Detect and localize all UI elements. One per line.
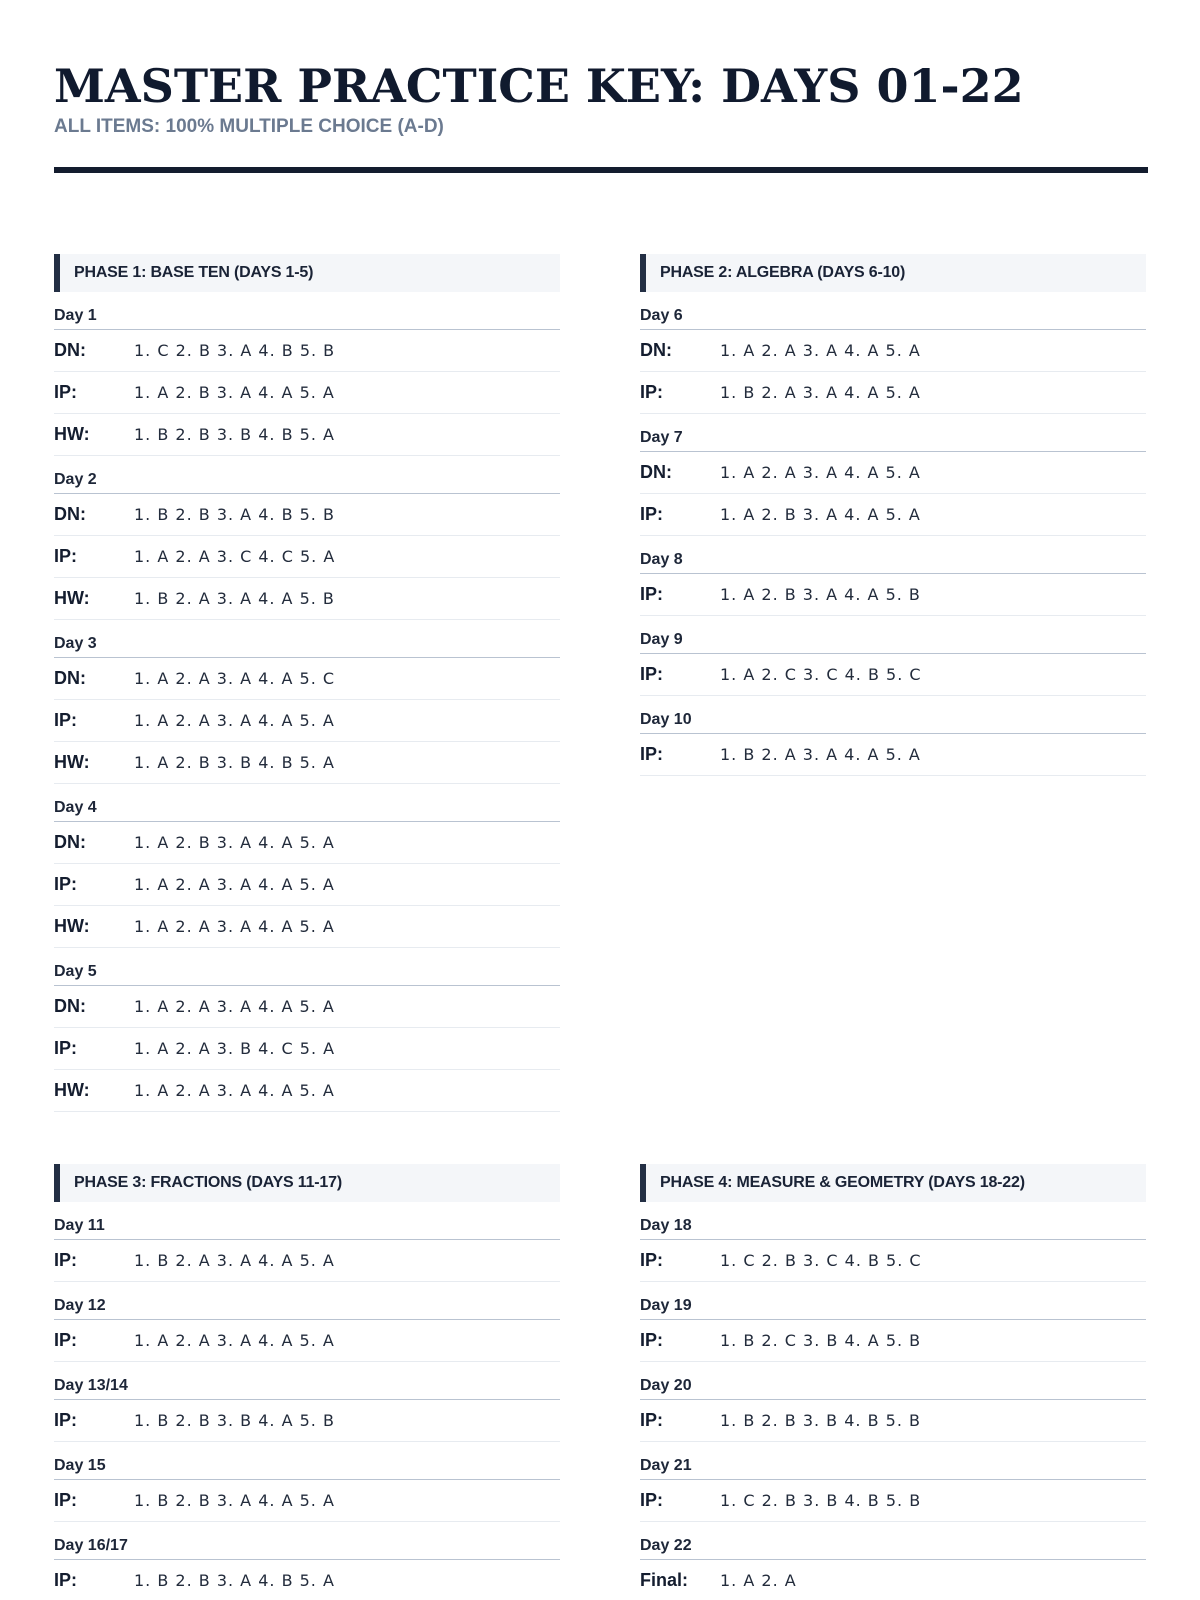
- answer-row: [54, 906, 560, 948]
- day-label: Day 18: [640, 1202, 1146, 1240]
- row-answers: 1. C 2. B 3. B 4. B 5. B: [720, 1491, 922, 1510]
- row-type: IP:: [54, 382, 78, 402]
- day-block: [640, 1522, 1146, 1600]
- day-block: [54, 1282, 560, 1362]
- day-block: [54, 292, 560, 456]
- day-label: Day 3: [54, 620, 560, 658]
- row-answers: 1. A 2. B 3. A 4. A 5. A: [134, 833, 335, 852]
- phase-title: PHASE 2: ALGEBRA (DAYS 6-10): [640, 254, 1146, 292]
- row-type: IP:: [54, 874, 78, 894]
- page-subtitle: ALL ITEMS: 100% MULTIPLE CHOICE (A-D): [54, 116, 444, 137]
- answer-row: [54, 494, 560, 536]
- row-type: Final:: [640, 1570, 688, 1590]
- row-answers: 1. A 2. A 3. B 4. C 5. A: [134, 1039, 336, 1058]
- row-type: IP:: [54, 1570, 78, 1590]
- answer-row: [640, 1400, 1146, 1442]
- answer-row: [640, 1240, 1146, 1282]
- phase-title: PHASE 1: BASE TEN (DAYS 1-5): [54, 254, 560, 292]
- day-label: Day 8: [640, 536, 1146, 574]
- day-block: [640, 696, 1146, 776]
- day-label: Day 2: [54, 456, 560, 494]
- day-block: [640, 1282, 1146, 1362]
- row-answers: 1. B 2. A 3. A 4. A 5. B: [134, 589, 335, 608]
- answer-row: [640, 574, 1146, 616]
- day-label: Day 9: [640, 616, 1146, 654]
- answer-row: [54, 1070, 560, 1112]
- day-label: Day 11: [54, 1202, 560, 1240]
- row-type: DN:: [54, 996, 86, 1016]
- answer-row: [54, 742, 560, 784]
- answer-row: [54, 1400, 560, 1442]
- row-answers: 1. A 2. A 3. A 4. A 5. C: [134, 669, 336, 688]
- row-type: IP:: [54, 1490, 78, 1510]
- row-answers: 1. B 2. B 3. A 4. B 5. A: [134, 1571, 335, 1590]
- answer-row: [54, 864, 560, 906]
- day-block: [54, 620, 560, 784]
- row-answers: 1. A 2. C 3. C 4. B 5. C: [720, 665, 922, 684]
- answer-row: [640, 372, 1146, 414]
- phase-title: PHASE 3: FRACTIONS (DAYS 11-17): [54, 1164, 560, 1202]
- day-block: [640, 414, 1146, 536]
- answer-row: [640, 1560, 1146, 1600]
- row-answers: 1. B 2. B 3. A 4. A 5. A: [134, 1491, 335, 1510]
- answer-row: [640, 1320, 1146, 1362]
- answer-row: [54, 700, 560, 742]
- answer-row: [54, 372, 560, 414]
- row-answers: 1. B 2. A 3. A 4. A 5. A: [134, 1251, 335, 1270]
- answer-row: [54, 1560, 560, 1600]
- row-type: IP:: [640, 584, 664, 604]
- row-answers: 1. A 2. A 3. A 4. A 5. A: [134, 1081, 335, 1100]
- answer-row: [640, 494, 1146, 536]
- day-label: Day 16/17: [54, 1522, 560, 1560]
- row-type: IP:: [54, 546, 78, 566]
- day-label: Day 6: [640, 292, 1146, 330]
- day-block: [640, 1442, 1146, 1522]
- header-divider: [54, 167, 1148, 173]
- row-type: IP:: [640, 744, 664, 764]
- answer-row: [54, 1240, 560, 1282]
- day-block: [54, 784, 560, 948]
- row-type: DN:: [640, 462, 672, 482]
- answer-row: [54, 330, 560, 372]
- row-type: DN:: [640, 340, 672, 360]
- row-type: HW:: [54, 1080, 90, 1100]
- row-type: IP:: [54, 710, 78, 730]
- row-type: IP:: [640, 1410, 664, 1430]
- day-block: [54, 1522, 560, 1600]
- answer-row: [54, 1480, 560, 1522]
- row-answers: 1. A 2. A 3. A 4. A 5. A: [720, 463, 921, 482]
- day-label: Day 22: [640, 1522, 1146, 1560]
- phase-title: PHASE 4: MEASURE & GEOMETRY (DAYS 18-22): [640, 1164, 1146, 1202]
- answer-row: [54, 1028, 560, 1070]
- day-block: [54, 1362, 560, 1442]
- row-type: HW:: [54, 916, 90, 936]
- answer-row: [54, 986, 560, 1028]
- day-block: [54, 456, 560, 620]
- row-answers: 1. B 2. A 3. A 4. A 5. A: [720, 745, 921, 764]
- day-label: Day 1: [54, 292, 560, 330]
- row-type: DN:: [54, 668, 86, 688]
- day-label: Day 7: [640, 414, 1146, 452]
- row-type: DN:: [54, 832, 86, 852]
- phase-section-2: [640, 254, 1146, 776]
- row-type: IP:: [640, 382, 664, 402]
- day-block: [640, 1362, 1146, 1442]
- day-block: [640, 292, 1146, 414]
- row-answers: 1. A 2. A 3. A 4. A 5. A: [134, 997, 335, 1016]
- day-label: Day 19: [640, 1282, 1146, 1320]
- row-type: IP:: [640, 504, 664, 524]
- row-answers: 1. A 2. B 3. B 4. B 5. A: [134, 753, 335, 772]
- row-answers: 1. B 2. B 3. A 4. B 5. B: [134, 505, 335, 524]
- row-type: HW:: [54, 588, 90, 608]
- row-type: IP:: [640, 664, 664, 684]
- day-block: [640, 616, 1146, 696]
- row-answers: 1. B 2. B 3. B 4. A 5. B: [134, 1411, 335, 1430]
- row-answers: 1. B 2. A 3. A 4. A 5. A: [720, 383, 921, 402]
- row-answers: 1. A 2. A 3. C 4. C 5. A: [134, 547, 336, 566]
- day-label: Day 4: [54, 784, 560, 822]
- answer-row: [640, 330, 1146, 372]
- day-block: [54, 1442, 560, 1522]
- row-type: DN:: [54, 504, 86, 524]
- row-type: DN:: [54, 340, 86, 360]
- row-answers: 1. A 2. A 3. A 4. A 5. A: [720, 341, 921, 360]
- answer-row: [640, 654, 1146, 696]
- row-type: IP:: [640, 1330, 664, 1350]
- answer-row: [54, 822, 560, 864]
- row-answers: 1. B 2. B 3. B 4. B 5. A: [134, 425, 335, 444]
- answer-row: [54, 414, 560, 456]
- row-answers: 1. A 2. A: [720, 1571, 797, 1590]
- answer-row: [54, 578, 560, 620]
- row-answers: 1. A 2. A 3. A 4. A 5. A: [134, 875, 335, 894]
- row-answers: 1. B 2. C 3. B 4. A 5. B: [720, 1331, 922, 1350]
- answer-row: [640, 734, 1146, 776]
- row-type: IP:: [54, 1410, 78, 1430]
- answer-row: [640, 1480, 1146, 1522]
- row-type: IP:: [54, 1330, 78, 1350]
- answer-row: [54, 658, 560, 700]
- row-type: IP:: [640, 1490, 664, 1510]
- row-answers: 1. C 2. B 3. A 4. B 5. B: [134, 341, 336, 360]
- answer-row: [640, 452, 1146, 494]
- row-type: IP:: [54, 1038, 78, 1058]
- day-block: [640, 1202, 1146, 1282]
- row-answers: 1. A 2. B 3. A 4. A 5. A: [134, 383, 335, 402]
- answer-key-page: [54, 0, 1148, 1600]
- row-type: HW:: [54, 752, 90, 772]
- row-type: HW:: [54, 424, 90, 444]
- row-answers: 1. A 2. B 3. A 4. A 5. B: [720, 585, 921, 604]
- row-answers: 1. A 2. A 3. A 4. A 5. A: [134, 917, 335, 936]
- day-block: [54, 1202, 560, 1282]
- day-label: Day 10: [640, 696, 1146, 734]
- day-label: Day 12: [54, 1282, 560, 1320]
- row-answers: 1. A 2. B 3. A 4. A 5. A: [720, 505, 921, 524]
- row-answers: 1. C 2. B 3. C 4. B 5. C: [720, 1251, 922, 1270]
- answer-row: [54, 536, 560, 578]
- phase-section-3: [54, 1164, 560, 1600]
- row-type: IP:: [54, 1250, 78, 1270]
- page-title: MASTER PRACTICE KEY: DAYS 01-22: [54, 59, 1024, 113]
- row-answers: 1. A 2. A 3. A 4. A 5. A: [134, 1331, 335, 1350]
- day-label: Day 5: [54, 948, 560, 986]
- day-block: [640, 536, 1146, 616]
- day-block: [54, 948, 560, 1112]
- day-label: Day 13/14: [54, 1362, 560, 1400]
- row-answers: 1. A 2. A 3. A 4. A 5. A: [134, 711, 335, 730]
- row-type: IP:: [640, 1250, 664, 1270]
- answer-row: [54, 1320, 560, 1362]
- day-label: Day 20: [640, 1362, 1146, 1400]
- row-answers: 1. B 2. B 3. B 4. B 5. B: [720, 1411, 921, 1430]
- phase-section-1: [54, 254, 560, 1112]
- phase-section-4: [640, 1164, 1146, 1600]
- day-label: Day 21: [640, 1442, 1146, 1480]
- day-label: Day 15: [54, 1442, 560, 1480]
